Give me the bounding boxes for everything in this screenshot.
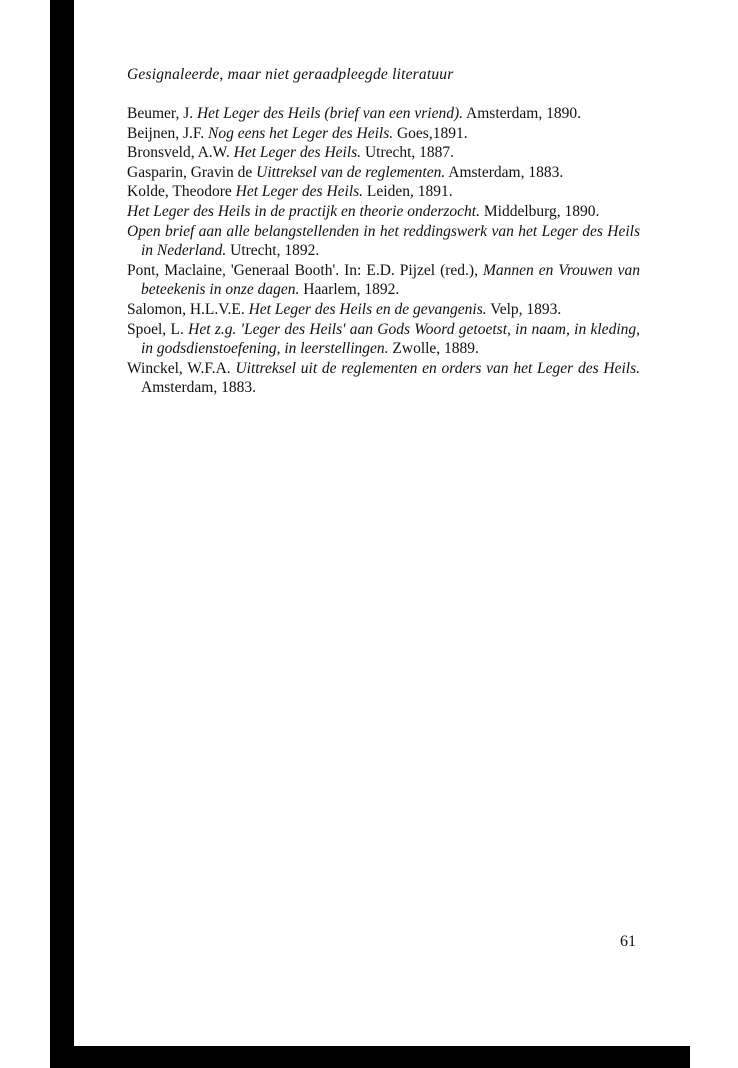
reference-publication: Amsterdam, 1883. [448,163,564,181]
reference-title: Mannen en Vrouwen van beteekenis in onze dagen. [141,261,641,299]
scan-border-bottom [50,1046,690,1068]
reference-title: Uittreksel uit de reglementen en orders van het Leger des Heils. [235,359,640,377]
reference-item [127,104,640,124]
reference-item [127,124,640,144]
reference-publication: Amsterdam, 1883. [141,379,256,397]
reference-title: Het Leger des Heils en de gevangenis. [248,300,487,318]
reference-title: Open brief aan alle belangstellenden in het reddingswerk van het Leger des Heils in Nederland. [127,222,640,260]
reference-publication: Haarlem, 1892. [303,281,400,299]
reference-publication: Goes,1891. [396,124,468,142]
reference-publication: Velp, 1893. [490,300,562,318]
reference-item [127,202,640,222]
reference-author: Salomon, H.L.V.E. [127,300,245,318]
reference-title: Het Leger des Heils (brief van een vriend). [196,105,463,122]
reference-author: Beumer, J. [127,105,194,122]
reference-item [127,143,640,163]
reference-author: Bronsveld, A.W. [127,144,230,162]
reference-title: Uittreksel van de reglementen. [256,163,446,181]
reference-author: Beijnen, J.F. [127,124,205,142]
scan-border-left [50,0,74,1068]
reference-title: Het Leger des Heils. [235,183,364,201]
reference-author: Kolde, Theodore [127,183,232,201]
reference-item [127,320,640,359]
reference-list [127,104,640,398]
reference-publication: Zwolle, 1889. [392,340,479,358]
reference-title: Het Leger des Heils. [233,144,362,162]
reference-title: Het Leger des Heils in de practijk en theorie onderzocht. [127,202,480,220]
reference-publication: Amsterdam, 1890. [466,105,581,122]
reference-author: Spoel, L. [127,320,184,338]
reference-item [127,261,640,300]
reference-author: Winckel, W.F.A. [127,359,231,377]
reference-item [127,182,640,202]
reference-publication: Utrecht, 1887. [364,144,455,162]
reference-publication: Middelburg, 1890. [483,202,600,220]
reference-item [127,163,640,183]
page-number: 61 [620,933,636,950]
reference-author: Gasparin, Gravin de [127,163,253,181]
reference-item [127,359,640,398]
reference-title: Het z.g. 'Leger des Heils' aan Gods Woord getoetst, in naam, in kleding, in godsdienstoefening, in leerstellingen. [141,320,640,358]
reference-item [127,222,640,261]
section-heading: Gesignaleerde, maar niet geraadpleegde literatuur [127,66,454,83]
reference-author: Pont, Maclaine, 'Generaal Booth'. In: E.D. Pijzel (red.), [127,261,478,279]
reference-item [127,300,640,320]
reference-publication: Leiden, 1891. [366,183,453,201]
reference-publication: Utrecht, 1892. [230,242,320,260]
reference-title: Nog eens het Leger des Heils. [208,124,394,142]
